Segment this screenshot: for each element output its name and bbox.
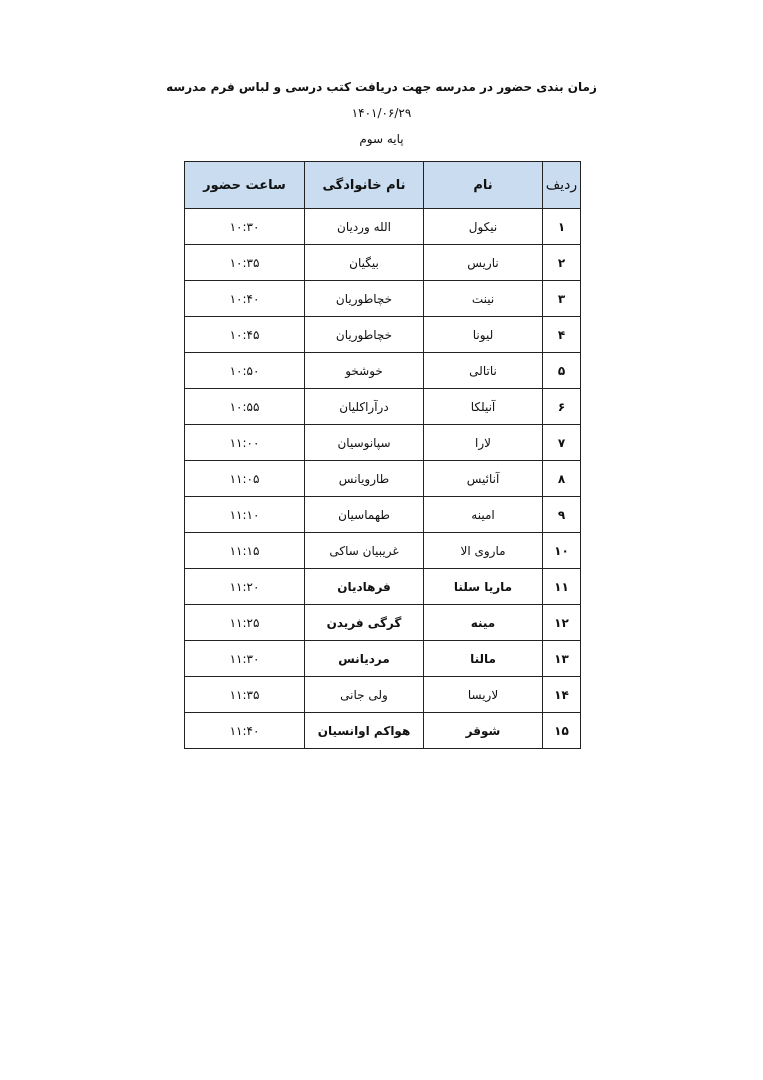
cell-row-number: ۳ bbox=[543, 281, 581, 317]
table-header-row bbox=[185, 162, 581, 209]
cell-first-name: لیونا bbox=[424, 317, 543, 353]
cell-attendance-time: ۱۱:۱۵ bbox=[185, 533, 305, 569]
cell-first-name: لاریسا bbox=[424, 677, 543, 713]
cell-attendance-time: ۱۰:۴۰ bbox=[185, 281, 305, 317]
cell-attendance-time: ۱۱:۲۰ bbox=[185, 569, 305, 605]
cell-last-name: طهماسیان bbox=[305, 497, 424, 533]
cell-first-name: ناتالی bbox=[424, 353, 543, 389]
cell-first-name: لارا bbox=[424, 425, 543, 461]
cell-row-number: ۶ bbox=[543, 389, 581, 425]
cell-last-name: خچاطوریان bbox=[305, 281, 424, 317]
cell-row-number: ۸ bbox=[543, 461, 581, 497]
table-body bbox=[185, 209, 581, 749]
cell-first-name: امینه bbox=[424, 497, 543, 533]
cell-attendance-time: ۱۱:۲۵ bbox=[185, 605, 305, 641]
cell-last-name: گرگی فریدن bbox=[305, 605, 424, 641]
cell-last-name: الله وردیان bbox=[305, 209, 424, 245]
cell-row-number: ۹ bbox=[543, 497, 581, 533]
table-row bbox=[185, 281, 581, 317]
cell-first-name: ماروی الا bbox=[424, 533, 543, 569]
table-row bbox=[185, 425, 581, 461]
cell-attendance-time: ۱۰:۵۰ bbox=[185, 353, 305, 389]
table-row bbox=[185, 461, 581, 497]
cell-last-name: طارویانس bbox=[305, 461, 424, 497]
cell-last-name: هواکم اوانسیان bbox=[305, 713, 424, 749]
cell-last-name: فرهادیان bbox=[305, 569, 424, 605]
cell-attendance-time: ۱۱:۴۰ bbox=[185, 713, 305, 749]
table-row bbox=[185, 497, 581, 533]
cell-last-name: درآراکلیان bbox=[305, 389, 424, 425]
attendance-schedule-table bbox=[184, 161, 581, 749]
header-first-name: نام bbox=[424, 162, 543, 209]
cell-last-name: ولی جانی bbox=[305, 677, 424, 713]
table-row bbox=[185, 245, 581, 281]
cell-last-name: غریبیان ساکی bbox=[305, 533, 424, 569]
document-title: زمان بندی حضور در مدرسه جهت دریافت کتب درسی و لباس فرم مدرسه bbox=[166, 80, 597, 94]
cell-first-name: آنائیس bbox=[424, 461, 543, 497]
table-row bbox=[185, 317, 581, 353]
table-row bbox=[185, 353, 581, 389]
cell-row-number: ۱۵ bbox=[543, 713, 581, 749]
cell-attendance-time: ۱۰:۳۵ bbox=[185, 245, 305, 281]
header-last-name: نام خانوادگی bbox=[305, 162, 424, 209]
cell-attendance-time: ۱۰:۵۵ bbox=[185, 389, 305, 425]
cell-row-number: ۷ bbox=[543, 425, 581, 461]
cell-first-name: مینه bbox=[424, 605, 543, 641]
cell-row-number: ۱۴ bbox=[543, 677, 581, 713]
table-row bbox=[185, 569, 581, 605]
cell-attendance-time: ۱۰:۳۰ bbox=[185, 209, 305, 245]
header-row-number: ردیف bbox=[543, 162, 581, 209]
cell-first-name: آنیلکا bbox=[424, 389, 543, 425]
cell-attendance-time: ۱۱:۱۰ bbox=[185, 497, 305, 533]
cell-row-number: ۱۰ bbox=[543, 533, 581, 569]
table-row bbox=[185, 713, 581, 749]
table-row bbox=[185, 533, 581, 569]
cell-first-name: ناریس bbox=[424, 245, 543, 281]
cell-attendance-time: ۱۱:۳۵ bbox=[185, 677, 305, 713]
cell-last-name: خچاطوریان bbox=[305, 317, 424, 353]
table-row bbox=[185, 209, 581, 245]
cell-attendance-time: ۱۰:۴۵ bbox=[185, 317, 305, 353]
cell-attendance-time: ۱۱:۰۰ bbox=[185, 425, 305, 461]
cell-attendance-time: ۱۱:۳۰ bbox=[185, 641, 305, 677]
header-attendance-time: ساعت حضور bbox=[185, 162, 305, 209]
cell-row-number: ۲ bbox=[543, 245, 581, 281]
cell-last-name: خوشخو bbox=[305, 353, 424, 389]
cell-first-name: نینت bbox=[424, 281, 543, 317]
cell-row-number: ۱ bbox=[543, 209, 581, 245]
table-row bbox=[185, 389, 581, 425]
cell-first-name: نیکول bbox=[424, 209, 543, 245]
cell-attendance-time: ۱۱:۰۵ bbox=[185, 461, 305, 497]
cell-last-name: مردیانس bbox=[305, 641, 424, 677]
grade-label: پایه سوم bbox=[359, 132, 404, 146]
table-row bbox=[185, 641, 581, 677]
cell-last-name: سپانوسیان bbox=[305, 425, 424, 461]
cell-row-number: ۱۳ bbox=[543, 641, 581, 677]
cell-row-number: ۱۱ bbox=[543, 569, 581, 605]
cell-row-number: ۱۲ bbox=[543, 605, 581, 641]
cell-first-name: ماریا سلنا bbox=[424, 569, 543, 605]
cell-row-number: ۴ bbox=[543, 317, 581, 353]
cell-row-number: ۵ bbox=[543, 353, 581, 389]
cell-last-name: بیگیان bbox=[305, 245, 424, 281]
cell-first-name: شوقر bbox=[424, 713, 543, 749]
cell-first-name: مالنا bbox=[424, 641, 543, 677]
table-row bbox=[185, 677, 581, 713]
document-date: ۱۴۰۱/۰۶/۲۹ bbox=[351, 106, 412, 120]
table-row bbox=[185, 605, 581, 641]
